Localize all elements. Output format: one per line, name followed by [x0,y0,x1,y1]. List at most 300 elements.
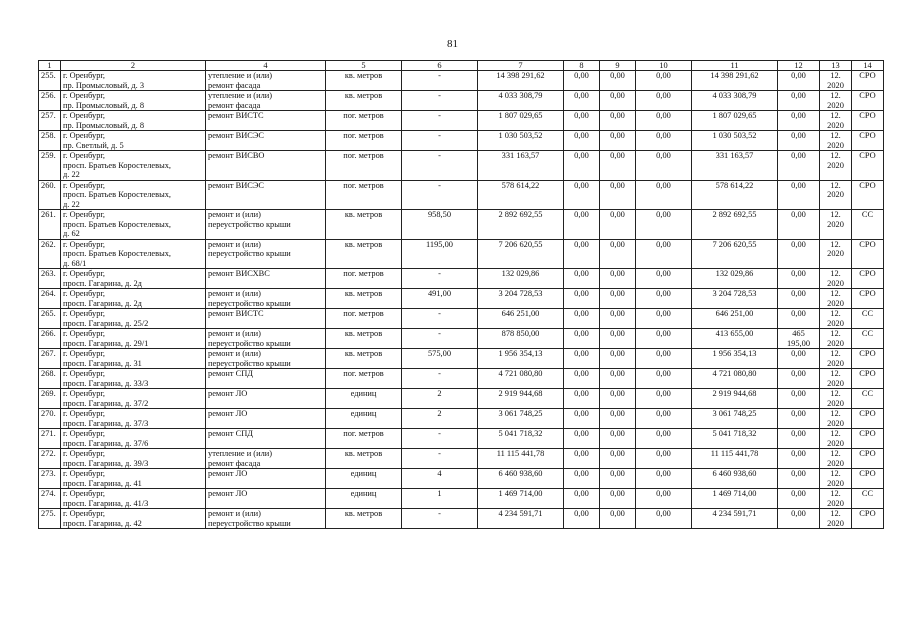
year-cell-line: 12. [830,91,841,100]
method-cell: СРО [852,180,884,210]
work-type-cell-line: переустройство крыши [208,298,291,308]
work-type-cell-line: ремонт фасада [208,458,261,468]
method-cell: СРО [852,509,884,529]
col12-cell: 0,00 [778,151,820,181]
address-cell-line: г. Оренбург, [63,269,106,278]
col11-cell: 4 234 591,71 [692,509,778,529]
col11-cell: 331 163,57 [692,151,778,181]
address-cell-line: д. 22 [63,199,80,209]
col8-cell: 0,00 [564,239,600,269]
address-cell-line: просп. Гагарина, д. 39/3 [63,458,149,468]
work-type-cell-line: переустройство крыши [208,338,291,348]
col8-cell: 0,00 [564,429,600,449]
address-cell [61,111,206,131]
col10-cell: 0,00 [636,489,692,509]
quantity-cell: 4 [402,469,478,489]
year-cell-line: 12. [830,489,841,498]
column-header: 7 [478,61,564,71]
work-type-cell [206,111,326,131]
row-number: 272. [39,449,61,469]
col11-cell: 14 398 291,62 [692,71,778,91]
col10-cell: 0,00 [636,180,692,210]
row-number: 268. [39,369,61,389]
cost-cell: 7 206 620,55 [478,239,564,269]
address-cell-line: д. 68/1 [63,258,87,268]
col11-cell: 132 029,86 [692,269,778,289]
quantity-cell: - [402,449,478,469]
address-cell [61,180,206,210]
table-row [39,469,884,489]
work-type-cell-line: ремонт ВИСЭС [208,131,264,140]
col9-cell: 0,00 [600,329,636,349]
address-cell-line: просп. Братьев Коростелевых, [63,190,171,199]
method-cell: СРО [852,71,884,91]
year-cell-line: 2020 [827,478,844,488]
address-cell-line: просп. Гагарина, д. 42 [63,518,142,528]
quantity-cell: 1195,00 [402,239,478,269]
column-header: 9 [600,61,636,71]
column-header: 4 [206,61,326,71]
col11-cell: 1 807 029,65 [692,111,778,131]
col8-cell: 0,00 [564,151,600,181]
year-cell-line: 2020 [827,160,844,170]
year-cell [820,329,852,349]
col8-cell: 0,00 [564,509,600,529]
year-cell-line: 12. [830,389,841,398]
address-cell [61,369,206,389]
col12-cell: 0,00 [778,389,820,409]
work-type-cell-line: утепление и (или) [208,71,273,80]
col8-cell: 0,00 [564,329,600,349]
address-cell [61,210,206,240]
table-row [39,289,884,309]
table-row [39,409,884,429]
year-cell [820,269,852,289]
table-row [39,509,884,529]
col10-cell: 0,00 [636,389,692,409]
year-cell-line: 2020 [827,418,844,428]
work-type-cell-line: переустройство крыши [208,219,291,229]
address-cell-line: просп. Гагарина, д. 37/6 [63,438,149,448]
work-type-cell-line: ремонт ВИСТС [208,111,264,120]
work-type-cell [206,239,326,269]
method-cell: СРО [852,289,884,309]
method-cell: СРО [852,429,884,449]
row-number: 269. [39,389,61,409]
quantity-cell: 1 [402,489,478,509]
col11-cell: 3 204 728,53 [692,289,778,309]
address-cell [61,349,206,369]
page-number: 81 [447,38,458,50]
work-type-cell-line: ремонт и (или) [208,289,261,298]
col8-cell: 0,00 [564,71,600,91]
year-cell [820,151,852,181]
method-cell: СРО [852,449,884,469]
cost-cell: 878 850,00 [478,329,564,349]
col9-cell: 0,00 [600,71,636,91]
cost-cell: 1 807 029,65 [478,111,564,131]
year-cell-line: 2020 [827,438,844,448]
work-type-cell-line: ремонт и (или) [208,239,261,249]
table-row [39,210,884,240]
col9-cell: 0,00 [600,269,636,289]
col9-cell: 0,00 [600,289,636,309]
address-cell-line: просп. Гагарина, д. 33/3 [63,378,149,388]
year-cell [820,309,852,329]
row-number: 273. [39,469,61,489]
col11-cell: 2 919 944,68 [692,389,778,409]
year-cell-line: 2020 [827,358,844,368]
year-cell-line: 12. [830,180,841,190]
col10-cell: 0,00 [636,269,692,289]
year-cell [820,389,852,409]
address-cell-line: г. Оренбург, [63,349,106,358]
col8-cell: 0,00 [564,349,600,369]
year-cell [820,429,852,449]
col10-cell: 0,00 [636,111,692,131]
method-cell: СРО [852,239,884,269]
row-number: 275. [39,509,61,529]
col10-cell: 0,00 [636,71,692,91]
table-row [39,269,884,289]
col9-cell: 0,00 [600,429,636,449]
year-cell-line: 2020 [827,338,844,348]
year-cell-line: 12. [830,289,841,298]
address-cell [61,239,206,269]
col12-cell: 0,00 [778,180,820,210]
unit-cell: кв. метров [326,210,402,240]
table-row [39,369,884,389]
year-cell-line: 2020 [827,80,844,90]
work-type-cell-line: ремонт ВИСЭС [208,180,264,190]
col11-cell: 11 115 441,78 [692,449,778,469]
address-cell [61,429,206,449]
col12-cell: 0,00 [778,289,820,309]
cost-cell: 331 163,57 [478,151,564,181]
col11-cell: 4 721 080,80 [692,369,778,389]
year-cell [820,239,852,269]
address-cell [61,71,206,91]
work-type-cell [206,309,326,329]
column-header: 12 [778,61,820,71]
year-cell [820,71,852,91]
table-row [39,239,884,269]
cost-cell: 3 061 748,25 [478,409,564,429]
year-cell-line: 2020 [827,219,844,229]
cost-cell: 6 460 938,60 [478,469,564,489]
work-type-cell [206,349,326,369]
method-cell: СС [852,210,884,240]
quantity-cell: 958,50 [402,210,478,240]
work-type-cell [206,469,326,489]
col9-cell: 0,00 [600,369,636,389]
col10-cell: 0,00 [636,369,692,389]
row-number: 266. [39,329,61,349]
work-type-cell-line: ремонт СПД [208,369,253,378]
col9-cell: 0,00 [600,509,636,529]
col11-cell: 578 614,22 [692,180,778,210]
unit-cell: единиц [326,389,402,409]
year-cell [820,469,852,489]
year-cell-line: 12. [830,509,841,518]
col11-cell: 2 892 692,55 [692,210,778,240]
quantity-cell: - [402,131,478,151]
address-cell [61,289,206,309]
table-row [39,151,884,181]
col12-cell: 0,00 [778,91,820,111]
cost-cell: 4 721 080,80 [478,369,564,389]
cost-cell: 646 251,00 [478,309,564,329]
col8-cell: 0,00 [564,289,600,309]
address-cell [61,151,206,181]
col11-cell: 1 469 714,00 [692,489,778,509]
col8-cell: 0,00 [564,91,600,111]
work-type-cell [206,131,326,151]
address-cell-line: г. Оренбург, [63,469,106,478]
col8-cell: 0,00 [564,269,600,289]
col9-cell: 0,00 [600,180,636,210]
col10-cell: 0,00 [636,329,692,349]
work-type-cell [206,329,326,349]
col9-cell: 0,00 [600,131,636,151]
col12-cell: 0,00 [778,469,820,489]
quantity-cell: 575,00 [402,349,478,369]
quantity-cell: - [402,329,478,349]
unit-cell: пог. метров [326,369,402,389]
col10-cell: 0,00 [636,131,692,151]
year-cell [820,369,852,389]
year-cell-line: 2020 [827,378,844,388]
col9-cell: 0,00 [600,151,636,181]
cost-cell: 3 204 728,53 [478,289,564,309]
address-cell [61,409,206,429]
cost-cell: 4 033 308,79 [478,91,564,111]
year-cell [820,289,852,309]
row-number: 267. [39,349,61,369]
unit-cell: кв. метров [326,71,402,91]
address-cell [61,489,206,509]
quantity-cell: - [402,151,478,181]
col12-cell: 0,00 [778,489,820,509]
year-cell-line: 12. [830,469,841,478]
address-cell-line: г. Оренбург, [63,180,106,190]
unit-cell: пог. метров [326,151,402,181]
quantity-cell: - [402,269,478,289]
col12-cell: 0,00 [778,131,820,151]
row-number: 270. [39,409,61,429]
col12-cell: 0,00 [778,369,820,389]
year-cell-line: 2020 [827,518,844,528]
table-row [39,389,884,409]
method-cell: СРО [852,131,884,151]
row-number: 256. [39,91,61,111]
col10-cell: 0,00 [636,429,692,449]
cost-cell: 1 030 503,52 [478,131,564,151]
work-type-cell-line: ремонт фасада [208,80,261,90]
cost-cell: 2 892 692,55 [478,210,564,240]
address-cell [61,309,206,329]
col8-cell: 0,00 [564,131,600,151]
unit-cell: единиц [326,409,402,429]
year-cell-line: 12. [830,210,841,219]
col12-cell: 465 195,00 [778,329,820,349]
unit-cell: кв. метров [326,349,402,369]
year-cell-line: 12. [830,349,841,358]
method-cell: СС [852,489,884,509]
address-cell-line: просп. Гагарина, д. 31 [63,358,142,368]
year-cell-line: 2020 [827,190,844,199]
address-cell-line: просп. Братьев Коростелевых, [63,160,171,170]
col9-cell: 0,00 [600,91,636,111]
work-type-cell-line: ремонт ВИСХВС [208,269,270,278]
col11-cell: 413 655,00 [692,329,778,349]
year-cell-line: 12. [830,409,841,418]
row-number: 263. [39,269,61,289]
address-cell-line: г. Оренбург, [63,289,106,298]
address-cell-line: г. Оренбург, [63,369,106,378]
work-type-cell-line: утепление и (или) [208,91,273,100]
method-cell: СС [852,389,884,409]
row-number: 258. [39,131,61,151]
year-cell-line: 12. [830,111,841,120]
address-cell [61,329,206,349]
year-cell [820,91,852,111]
year-cell [820,349,852,369]
work-type-cell [206,369,326,389]
address-cell-line: г. Оренбург, [63,449,106,458]
row-number: 264. [39,289,61,309]
method-cell: СРО [852,369,884,389]
table-row [39,180,884,210]
method-cell: СС [852,309,884,329]
column-header: 14 [852,61,884,71]
address-cell [61,269,206,289]
method-cell: СРО [852,151,884,181]
year-cell-line: 2020 [827,140,844,150]
cost-cell: 1 469 714,00 [478,489,564,509]
address-cell-line: д. 22 [63,170,80,179]
table-row [39,449,884,469]
row-number: 257. [39,111,61,131]
cost-cell: 4 234 591,71 [478,509,564,529]
year-cell [820,509,852,529]
address-cell-line: просп. Гагарина, д. 25/2 [63,318,149,328]
address-cell-line: г. Оренбург, [63,131,106,140]
col9-cell: 0,00 [600,210,636,240]
cost-cell: 1 956 354,13 [478,349,564,369]
year-cell-line: 12. [830,151,841,160]
unit-cell: кв. метров [326,509,402,529]
col8-cell: 0,00 [564,489,600,509]
work-type-cell-line: ремонт и (или) [208,509,261,518]
col12-cell: 0,00 [778,409,820,429]
cost-cell: 14 398 291,62 [478,71,564,91]
unit-cell: кв. метров [326,239,402,269]
work-type-cell-line: ремонт ЛО [208,469,248,478]
unit-cell: пог. метров [326,180,402,210]
year-cell-line: 2020 [827,398,844,408]
col10-cell: 0,00 [636,449,692,469]
address-cell [61,449,206,469]
table-row [39,489,884,509]
method-cell: СРО [852,409,884,429]
address-cell-line: г. Оренбург, [63,389,106,398]
address-cell-line: просп. Братьев Коростелевых, [63,219,171,229]
method-cell: СРО [852,91,884,111]
column-header: 11 [692,61,778,71]
col9-cell: 0,00 [600,349,636,369]
unit-cell: пог. метров [326,309,402,329]
col12-cell: 0,00 [778,429,820,449]
col11-cell: 4 033 308,79 [692,91,778,111]
work-type-cell-line: ремонт фасада [208,100,261,110]
cost-cell: 132 029,86 [478,269,564,289]
column-header: 10 [636,61,692,71]
table-row [39,309,884,329]
col9-cell: 0,00 [600,469,636,489]
quantity-cell: - [402,180,478,210]
work-type-cell [206,289,326,309]
quantity-cell: 2 [402,409,478,429]
col8-cell: 0,00 [564,389,600,409]
method-cell: СРО [852,349,884,369]
unit-cell: кв. метров [326,289,402,309]
col8-cell: 0,00 [564,449,600,469]
address-cell-line: г. Оренбург, [63,210,106,219]
table-row [39,91,884,111]
work-type-cell-line: ремонт и (или) [208,329,261,338]
table-body [39,71,884,529]
address-cell-line: г. Оренбург, [63,111,106,120]
unit-cell: пог. метров [326,111,402,131]
year-cell [820,180,852,210]
unit-cell: кв. метров [326,329,402,349]
address-cell-line: г. Оренбург, [63,329,106,338]
row-number: 274. [39,489,61,509]
col8-cell: 0,00 [564,111,600,131]
col8-cell: 0,00 [564,180,600,210]
work-type-cell-line: переустройство крыши [208,358,291,368]
address-cell [61,91,206,111]
work-type-cell-line: ремонт СПД [208,429,253,438]
cost-cell: 2 919 944,68 [478,389,564,409]
header-row [39,61,884,71]
address-cell-line: г. Оренбург, [63,429,106,438]
col10-cell: 0,00 [636,409,692,429]
col8-cell: 0,00 [564,210,600,240]
year-cell [820,409,852,429]
work-type-cell-line: ремонт ВИСТС [208,309,264,318]
column-header: 6 [402,61,478,71]
col10-cell: 0,00 [636,509,692,529]
address-cell-line: пр. Промысловый, д. 8 [63,120,145,130]
quantity-cell: - [402,509,478,529]
work-type-cell [206,91,326,111]
year-cell [820,489,852,509]
row-number: 261. [39,210,61,240]
address-cell-line: просп. Братьев Коростелевых, [63,249,171,258]
col10-cell: 0,00 [636,309,692,329]
year-cell-line: 2020 [827,298,844,308]
quantity-cell: - [402,71,478,91]
work-type-cell [206,210,326,240]
col12-cell: 0,00 [778,509,820,529]
col11-cell: 5 041 718,32 [692,429,778,449]
repair-registry-table [38,60,884,529]
col11-cell: 646 251,00 [692,309,778,329]
work-type-cell [206,509,326,529]
year-cell [820,449,852,469]
